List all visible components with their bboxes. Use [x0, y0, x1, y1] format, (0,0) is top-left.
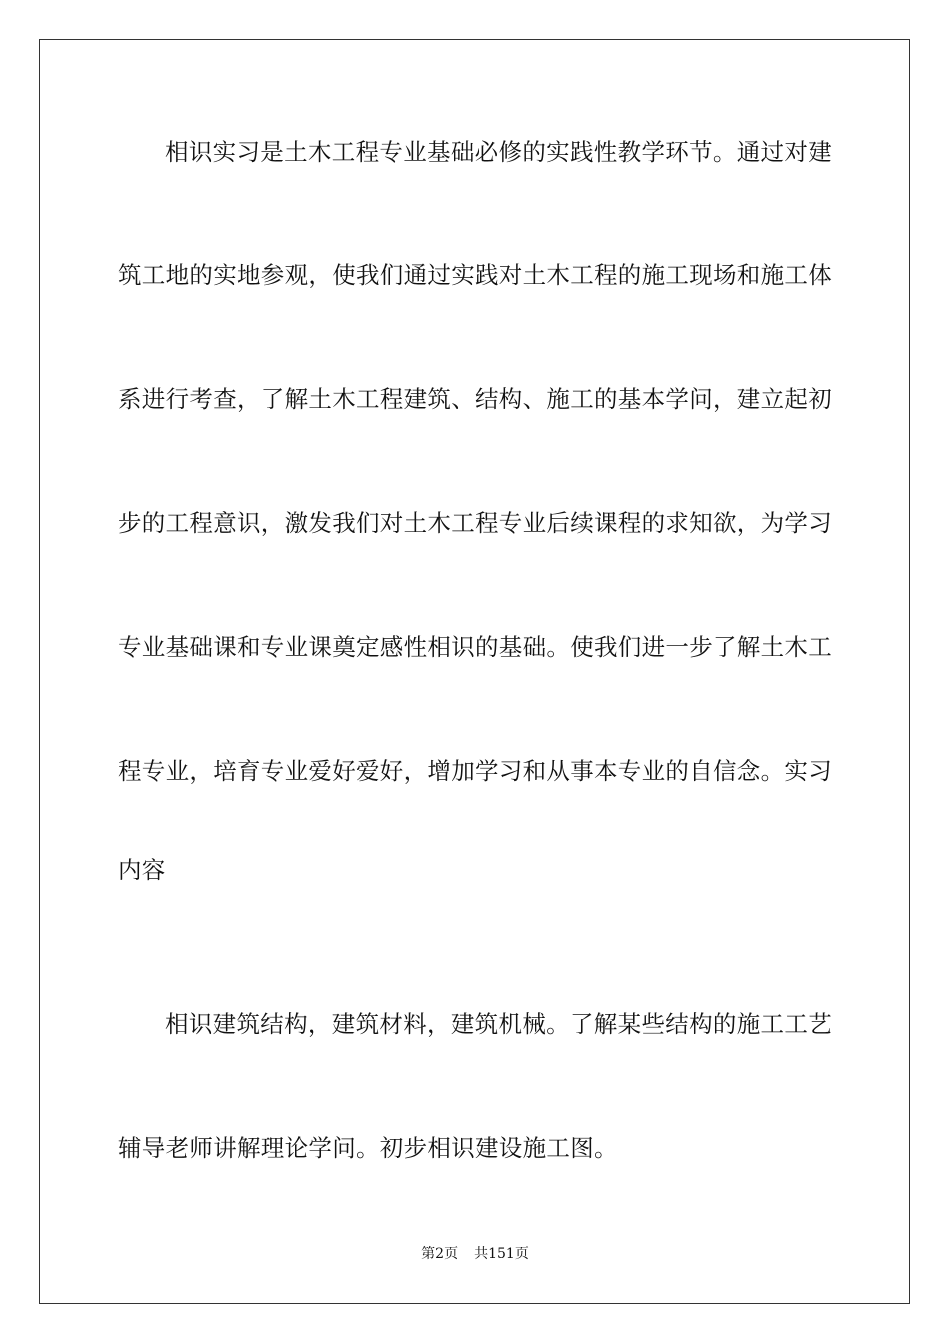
page-total: 共151页: [474, 1246, 529, 1262]
paragraph-1-line-2: 筑工地的实地参观，使我们通过实践对土木工程的施工现场和施工体: [118, 261, 832, 289]
paragraph-1-line-3: 系进行考查，了解土木工程建筑、结构、施工的基本学问，建立起初: [118, 385, 832, 413]
paragraph-2-line-1: 相识建筑结构，建筑材料，建筑机械。了解某些结构的施工工艺: [165, 1010, 832, 1038]
paragraph-1-line-5: 专业基础课和专业课奠定感性相识的基础。使我们进一步了解土木工: [118, 633, 832, 661]
paragraph-1-line-1: 相识实习是土木工程专业基础必修的实践性教学环节。通过对建: [165, 138, 832, 166]
paragraph-1-line-4: 步的工程意识，激发我们对土木工程专业后续课程的求知欲，为学习: [118, 509, 832, 537]
paragraph-1-line-6: 程专业，培育专业爱好爱好，增加学习和从事本专业的自信念。实习: [118, 757, 832, 785]
page-footer: [0, 1245, 950, 1263]
paragraph-1-line-7: 内容: [118, 856, 166, 884]
page-frame: [39, 39, 910, 1304]
page-number: 第2页: [421, 1246, 459, 1262]
paragraph-2-line-2: 辅导老师讲解理论学问。初步相识建设施工图。: [118, 1134, 618, 1162]
